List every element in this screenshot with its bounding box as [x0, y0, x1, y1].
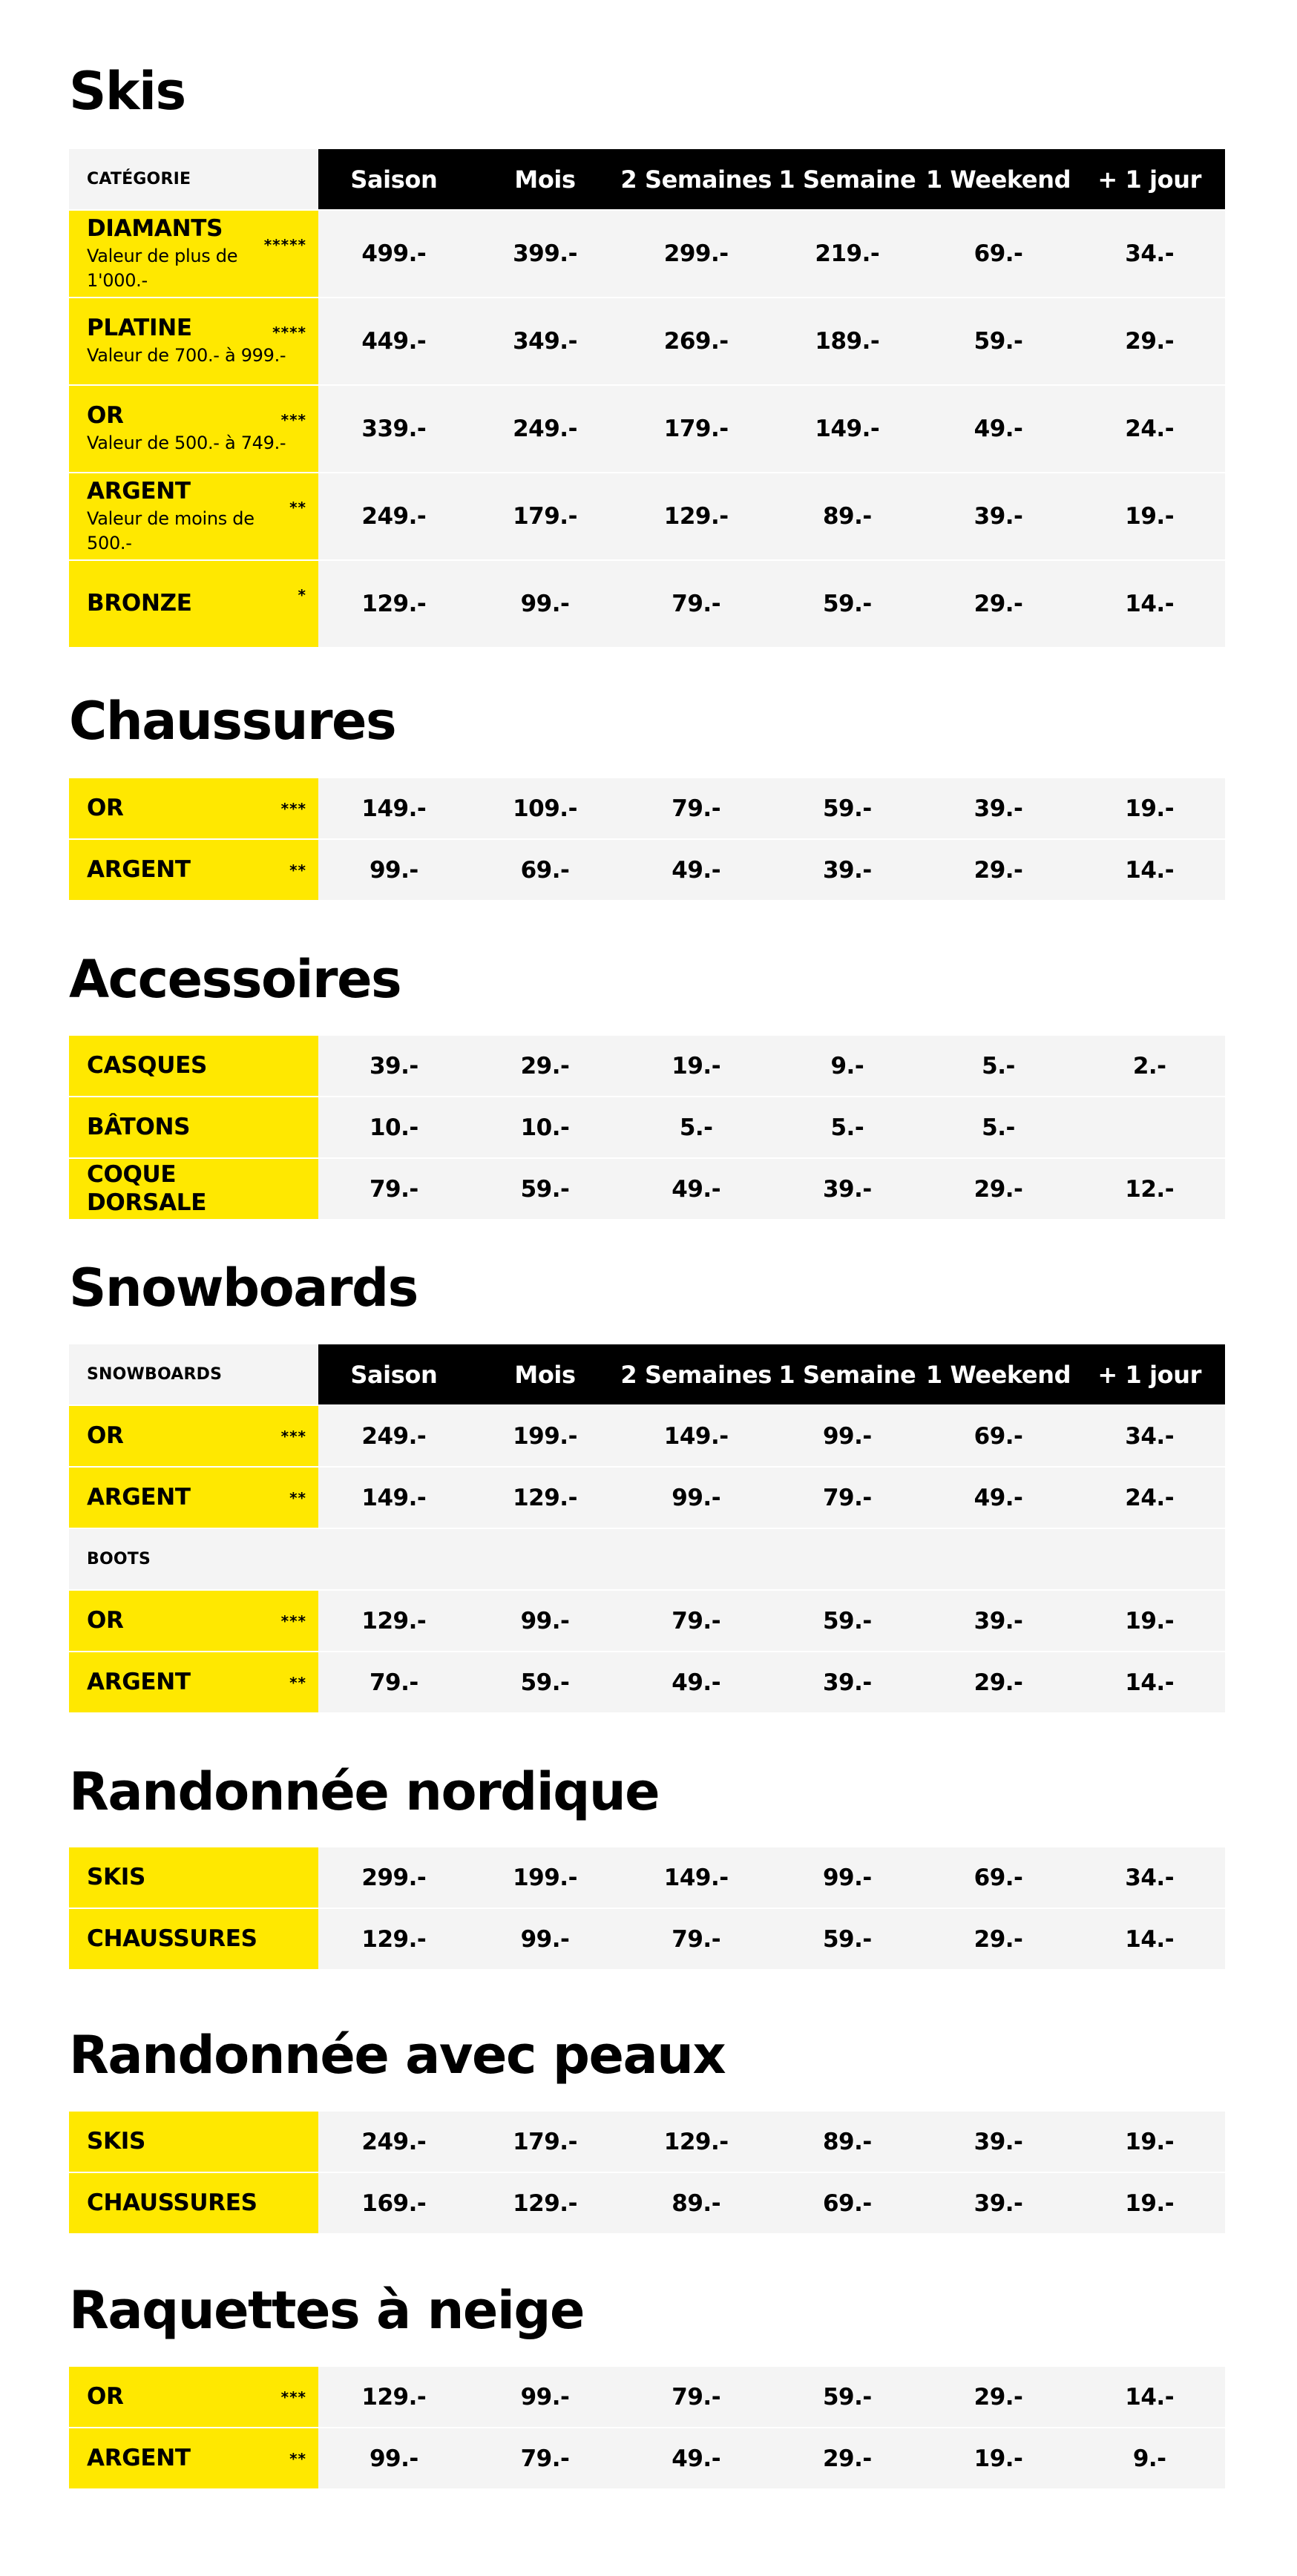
row-category-cell — [69, 211, 318, 297]
table-row — [69, 2367, 1225, 2427]
row-category-value-range: Valeur de moins de 500.- — [87, 508, 255, 553]
table-row — [69, 1652, 1225, 1712]
price-cell: 39.- — [973, 795, 1023, 822]
table-row — [69, 211, 1225, 297]
price-cell: 499.- — [361, 240, 427, 267]
price-cell: 69.- — [822, 2189, 872, 2217]
price-cell: 189.- — [815, 328, 880, 355]
price-cell: 79.- — [369, 1175, 418, 1203]
price-cell: 99.- — [822, 1864, 872, 1891]
price-cell: 249.- — [513, 415, 577, 442]
price-cell: 79.- — [672, 2383, 721, 2411]
table-row — [69, 473, 1225, 559]
price-cell: 89.- — [822, 503, 872, 530]
price-cell: 5.- — [679, 1114, 713, 1141]
row-category-name: SKIS — [87, 1863, 146, 1890]
row-category-name: CHAUSSURES — [87, 2189, 257, 2216]
price-cell: 59.- — [822, 1607, 872, 1634]
table-row — [69, 2173, 1225, 2233]
row-category-value-range: Valeur de 500.- à 749.- — [87, 433, 286, 454]
price-cell: 49.- — [672, 2445, 721, 2472]
price-cell: 299.- — [361, 1864, 427, 1891]
table-row — [69, 1468, 1225, 1528]
price-cell: 5.- — [982, 1114, 1015, 1141]
price-cell: 129.- — [513, 2189, 577, 2217]
price-cell: 39.- — [973, 1607, 1023, 1634]
price-cell: 19.- — [1125, 503, 1175, 530]
price-cell: 99.- — [369, 2445, 418, 2472]
price-cell: 12.- — [1125, 1175, 1175, 1203]
rating-stars: *** — [280, 799, 306, 818]
price-cell: 39.- — [369, 1052, 418, 1080]
category-header-label: SNOWBOARDS — [87, 1365, 223, 1384]
price-cell: 129.- — [513, 1484, 577, 1511]
section-title-randonnee-avec-peaux: Randonnée avec peaux — [69, 2025, 726, 2086]
price-cell: 129.- — [663, 2128, 729, 2155]
price-cell: 79.- — [672, 1607, 721, 1634]
price-cell: 69.- — [520, 856, 570, 884]
row-category-cell — [69, 1652, 318, 1712]
table-row — [69, 561, 1225, 647]
price-cell: 89.- — [822, 2128, 872, 2155]
price-cell: 219.- — [815, 240, 880, 267]
row-category-value-range: Valeur de plus de 1'000.- — [87, 246, 238, 291]
row-category-cell — [69, 1406, 318, 1466]
rating-stars: * — [298, 586, 306, 604]
price-cell: 9.- — [1132, 2445, 1166, 2472]
price-cell: 59.- — [822, 1925, 872, 1953]
price-cell: 10.- — [520, 1114, 570, 1141]
price-cell: 249.- — [361, 1422, 427, 1450]
price-cell: 19.- — [1125, 795, 1175, 822]
price-cell: 2.- — [1132, 1052, 1166, 1080]
price-cell: 129.- — [361, 1607, 427, 1634]
boots-subheader-row — [69, 1529, 1225, 1589]
row-category-name: DIAMANTS — [87, 215, 223, 243]
section-title-chaussures: Chaussures — [69, 691, 396, 752]
col-header-1-semaine: 1 Semaine — [778, 165, 916, 194]
row-category-cell — [69, 1591, 318, 1651]
price-cell: 14.- — [1125, 1925, 1175, 1953]
price-cell: 99.- — [520, 2383, 570, 2411]
price-cell: 199.- — [513, 1864, 577, 1891]
price-cell: 5.- — [830, 1114, 864, 1141]
price-cell: 249.- — [361, 503, 427, 530]
row-category-name: CHAUSSURES — [87, 1925, 257, 1952]
price-cell: 249.- — [361, 2128, 427, 2155]
table-row — [69, 778, 1225, 838]
accessoires-table — [69, 1036, 1225, 1220]
price-cell: 49.- — [973, 415, 1023, 442]
price-cell: 5.- — [982, 1052, 1015, 1080]
price-cell: 299.- — [663, 240, 729, 267]
price-cell: 79.- — [672, 795, 721, 822]
row-category-cell — [69, 1847, 318, 1908]
price-cell: 29.- — [1125, 328, 1175, 355]
price-cell: 179.- — [663, 415, 729, 442]
price-cell — [1074, 1097, 1225, 1157]
price-cell: 49.- — [672, 856, 721, 884]
row-category-cell — [69, 386, 318, 472]
table-row — [69, 1036, 1225, 1096]
row-category-name: OR — [87, 2382, 124, 2410]
price-cell: 29.- — [973, 591, 1023, 617]
price-cell: 39.- — [973, 2189, 1023, 2217]
section-title-accessoires: Accessoires — [69, 949, 401, 1010]
price-cell: 99.- — [369, 856, 418, 884]
price-cell: 129.- — [361, 1925, 427, 1953]
price-cell: 149.- — [663, 1422, 729, 1450]
price-cell: 179.- — [513, 2128, 577, 2155]
price-cell: 149.- — [663, 1864, 729, 1891]
price-cell: 79.- — [672, 591, 721, 617]
price-cell: 59.- — [822, 795, 872, 822]
price-cell: 19.- — [1125, 2189, 1175, 2217]
price-cell: 79.- — [369, 1669, 418, 1696]
price-cell: 34.- — [1125, 1864, 1175, 1891]
price-cell: 149.- — [361, 1484, 427, 1511]
col-header-1-weekend: 1 Weekend — [925, 165, 1071, 194]
price-cell: 19.- — [973, 2445, 1023, 2472]
row-category-cell — [69, 2367, 318, 2427]
row-category-name: BÂTONS — [87, 1113, 191, 1140]
price-cell: 29.- — [822, 2445, 872, 2472]
row-category-name: ARGENT — [87, 2444, 191, 2471]
row-category-name: SKIS — [87, 2127, 146, 2155]
price-cell: 14.- — [1125, 591, 1175, 617]
price-cell: 79.- — [822, 1484, 872, 1511]
price-cell: 99.- — [520, 1607, 570, 1634]
row-category-cell — [69, 1097, 318, 1157]
row-category-name: ARGENT — [87, 1483, 191, 1511]
price-cell: 14.- — [1125, 856, 1175, 884]
price-cell: 39.- — [973, 2128, 1023, 2155]
randonnee-nordique-table — [69, 1847, 1225, 1971]
price-cell: 59.- — [520, 1175, 570, 1203]
price-cell: 29.- — [973, 856, 1023, 884]
table-row — [69, 2112, 1225, 2172]
section-title-skis: Skis — [69, 61, 185, 122]
price-cell: 39.- — [973, 503, 1023, 530]
price-cell: 129.- — [663, 503, 729, 530]
price-cell: 269.- — [663, 328, 729, 355]
randonnee-avec-peaux-table — [69, 2112, 1225, 2235]
raquettes-a-neige-table — [69, 2367, 1225, 2490]
price-cell: 169.- — [361, 2189, 427, 2217]
row-category-cell — [69, 840, 318, 900]
price-cell: 9.- — [830, 1052, 864, 1080]
row-category-cell — [69, 1909, 318, 1969]
price-cell: 69.- — [973, 1864, 1023, 1891]
row-category-name: CASQUES — [87, 1051, 207, 1079]
price-cell: 19.- — [1125, 2128, 1175, 2155]
col-header-1-semaine: 1 Semaine — [778, 1360, 916, 1389]
row-category-name: OR — [87, 1606, 124, 1634]
price-cell: 29.- — [973, 1925, 1023, 1953]
price-cell: 34.- — [1125, 240, 1175, 267]
rating-stars: *** — [280, 1611, 306, 1630]
price-cell: 59.- — [822, 591, 872, 617]
table-row — [69, 1159, 1225, 1219]
table-header-row — [69, 149, 1225, 209]
table-row — [69, 1097, 1225, 1157]
col-header-1-weekend: 1 Weekend — [925, 1360, 1071, 1389]
row-category-name: OR — [87, 794, 124, 821]
row-category-name: ARGENT — [87, 855, 191, 883]
row-category-cell — [69, 778, 318, 838]
category-header-label: CATÉGORIE — [87, 170, 191, 188]
price-cell: 59.- — [520, 1669, 570, 1696]
price-cell: 99.- — [822, 1422, 872, 1450]
row-category-name: BRONZE — [87, 590, 192, 617]
price-cell: 99.- — [520, 591, 570, 617]
price-cell: 149.- — [815, 415, 880, 442]
price-cell: 109.- — [513, 795, 577, 822]
section-title-raquettes-a-neige: Raquettes à neige — [69, 2280, 584, 2341]
price-cell: 29.- — [973, 1669, 1023, 1696]
price-cell: 399.- — [513, 240, 577, 267]
row-category-cell — [69, 2173, 318, 2233]
snowboards-table — [69, 1344, 1225, 1714]
rating-stars: ** — [289, 499, 306, 516]
row-category-cell — [69, 473, 318, 559]
price-cell: 29.- — [520, 1052, 570, 1080]
rating-stars: *** — [280, 411, 306, 429]
rating-stars: ***** — [263, 236, 306, 254]
rating-stars: ** — [289, 2449, 306, 2468]
price-cell: 99.- — [520, 1925, 570, 1953]
rating-stars: **** — [272, 323, 306, 341]
table-row — [69, 1909, 1225, 1969]
row-category-cell — [69, 1159, 318, 1219]
table-header-row — [69, 1344, 1225, 1404]
price-cell: 49.- — [973, 1484, 1023, 1511]
row-category-value-range: Valeur de 700.- à 999.- — [87, 345, 286, 367]
rating-stars: *** — [280, 1427, 306, 1445]
col-header-saison: Saison — [350, 1360, 438, 1389]
price-cell: 49.- — [672, 1669, 721, 1696]
price-cell: 69.- — [973, 1422, 1023, 1450]
price-cell: 29.- — [973, 1175, 1023, 1203]
price-cell: 79.- — [520, 2445, 570, 2472]
table-row — [69, 2428, 1225, 2488]
row-category-cell — [69, 2112, 318, 2172]
boots-subheader-label: BOOTS — [87, 1550, 151, 1568]
row-category-name: PLATINE — [87, 315, 192, 342]
row-category-cell — [69, 1468, 318, 1528]
rating-stars: *** — [280, 2388, 306, 2406]
price-cell: 39.- — [822, 1175, 872, 1203]
col-header-2-semaines: 2 Semaines — [620, 165, 772, 194]
col-header-2-semaines: 2 Semaines — [620, 1360, 772, 1389]
price-cell: 449.- — [361, 328, 427, 355]
row-category-name: ARGENT — [87, 1668, 191, 1695]
price-cell: 179.- — [513, 503, 577, 530]
price-cell: 19.- — [672, 1052, 721, 1080]
table-row — [69, 1847, 1225, 1908]
price-cell: 69.- — [973, 240, 1023, 267]
row-category-cell — [69, 298, 318, 384]
skis-table — [69, 149, 1225, 648]
price-cell: 19.- — [1125, 1607, 1175, 1634]
price-cell: 29.- — [973, 2383, 1023, 2411]
row-category-cell — [69, 2428, 318, 2488]
price-cell: 339.- — [361, 415, 427, 442]
price-cell: 10.- — [369, 1114, 418, 1141]
table-row — [69, 1406, 1225, 1466]
row-category-name: OR — [87, 402, 124, 430]
chaussures-table — [69, 778, 1225, 901]
table-row — [69, 840, 1225, 900]
section-title-snowboards: Snowboards — [69, 1258, 418, 1318]
price-cell: 89.- — [672, 2189, 721, 2217]
col-header-saison: Saison — [350, 165, 438, 194]
price-cell: 79.- — [672, 1925, 721, 1953]
rating-stars: ** — [289, 1673, 306, 1692]
row-category-name: ARGENT — [87, 478, 191, 505]
table-row — [69, 386, 1225, 472]
section-title-randonnee-nordique: Randonnée nordique — [69, 1761, 660, 1822]
rating-stars: ** — [289, 1488, 306, 1507]
price-cell: 39.- — [822, 856, 872, 884]
price-cell: 34.- — [1125, 1422, 1175, 1450]
row-category-name: COQUE DORSALE — [87, 1161, 207, 1216]
table-row — [69, 298, 1225, 384]
price-cell: 24.- — [1125, 415, 1175, 442]
row-category-cell — [69, 561, 318, 647]
price-cell: 199.- — [513, 1422, 577, 1450]
price-cell: 14.- — [1125, 1669, 1175, 1696]
price-cell: 149.- — [361, 795, 427, 822]
col-header-plus-1-jour: + 1 jour — [1097, 165, 1202, 194]
row-category-cell — [69, 1036, 318, 1096]
price-cell: 49.- — [672, 1175, 721, 1203]
price-cell: 24.- — [1125, 1484, 1175, 1511]
col-header-mois: Mois — [514, 165, 576, 194]
price-cell: 14.- — [1125, 2383, 1175, 2411]
table-row — [69, 1591, 1225, 1651]
price-cell: 39.- — [822, 1669, 872, 1696]
row-category-name: OR — [87, 1422, 124, 1449]
col-header-mois: Mois — [514, 1360, 576, 1389]
price-cell: 59.- — [973, 328, 1023, 355]
price-cell: 129.- — [361, 2383, 427, 2411]
col-header-plus-1-jour: + 1 jour — [1097, 1360, 1202, 1389]
price-cell: 129.- — [361, 591, 427, 617]
price-cell: 99.- — [672, 1484, 721, 1511]
rating-stars: ** — [289, 861, 306, 879]
price-cell: 349.- — [513, 328, 577, 355]
price-cell: 59.- — [822, 2383, 872, 2411]
